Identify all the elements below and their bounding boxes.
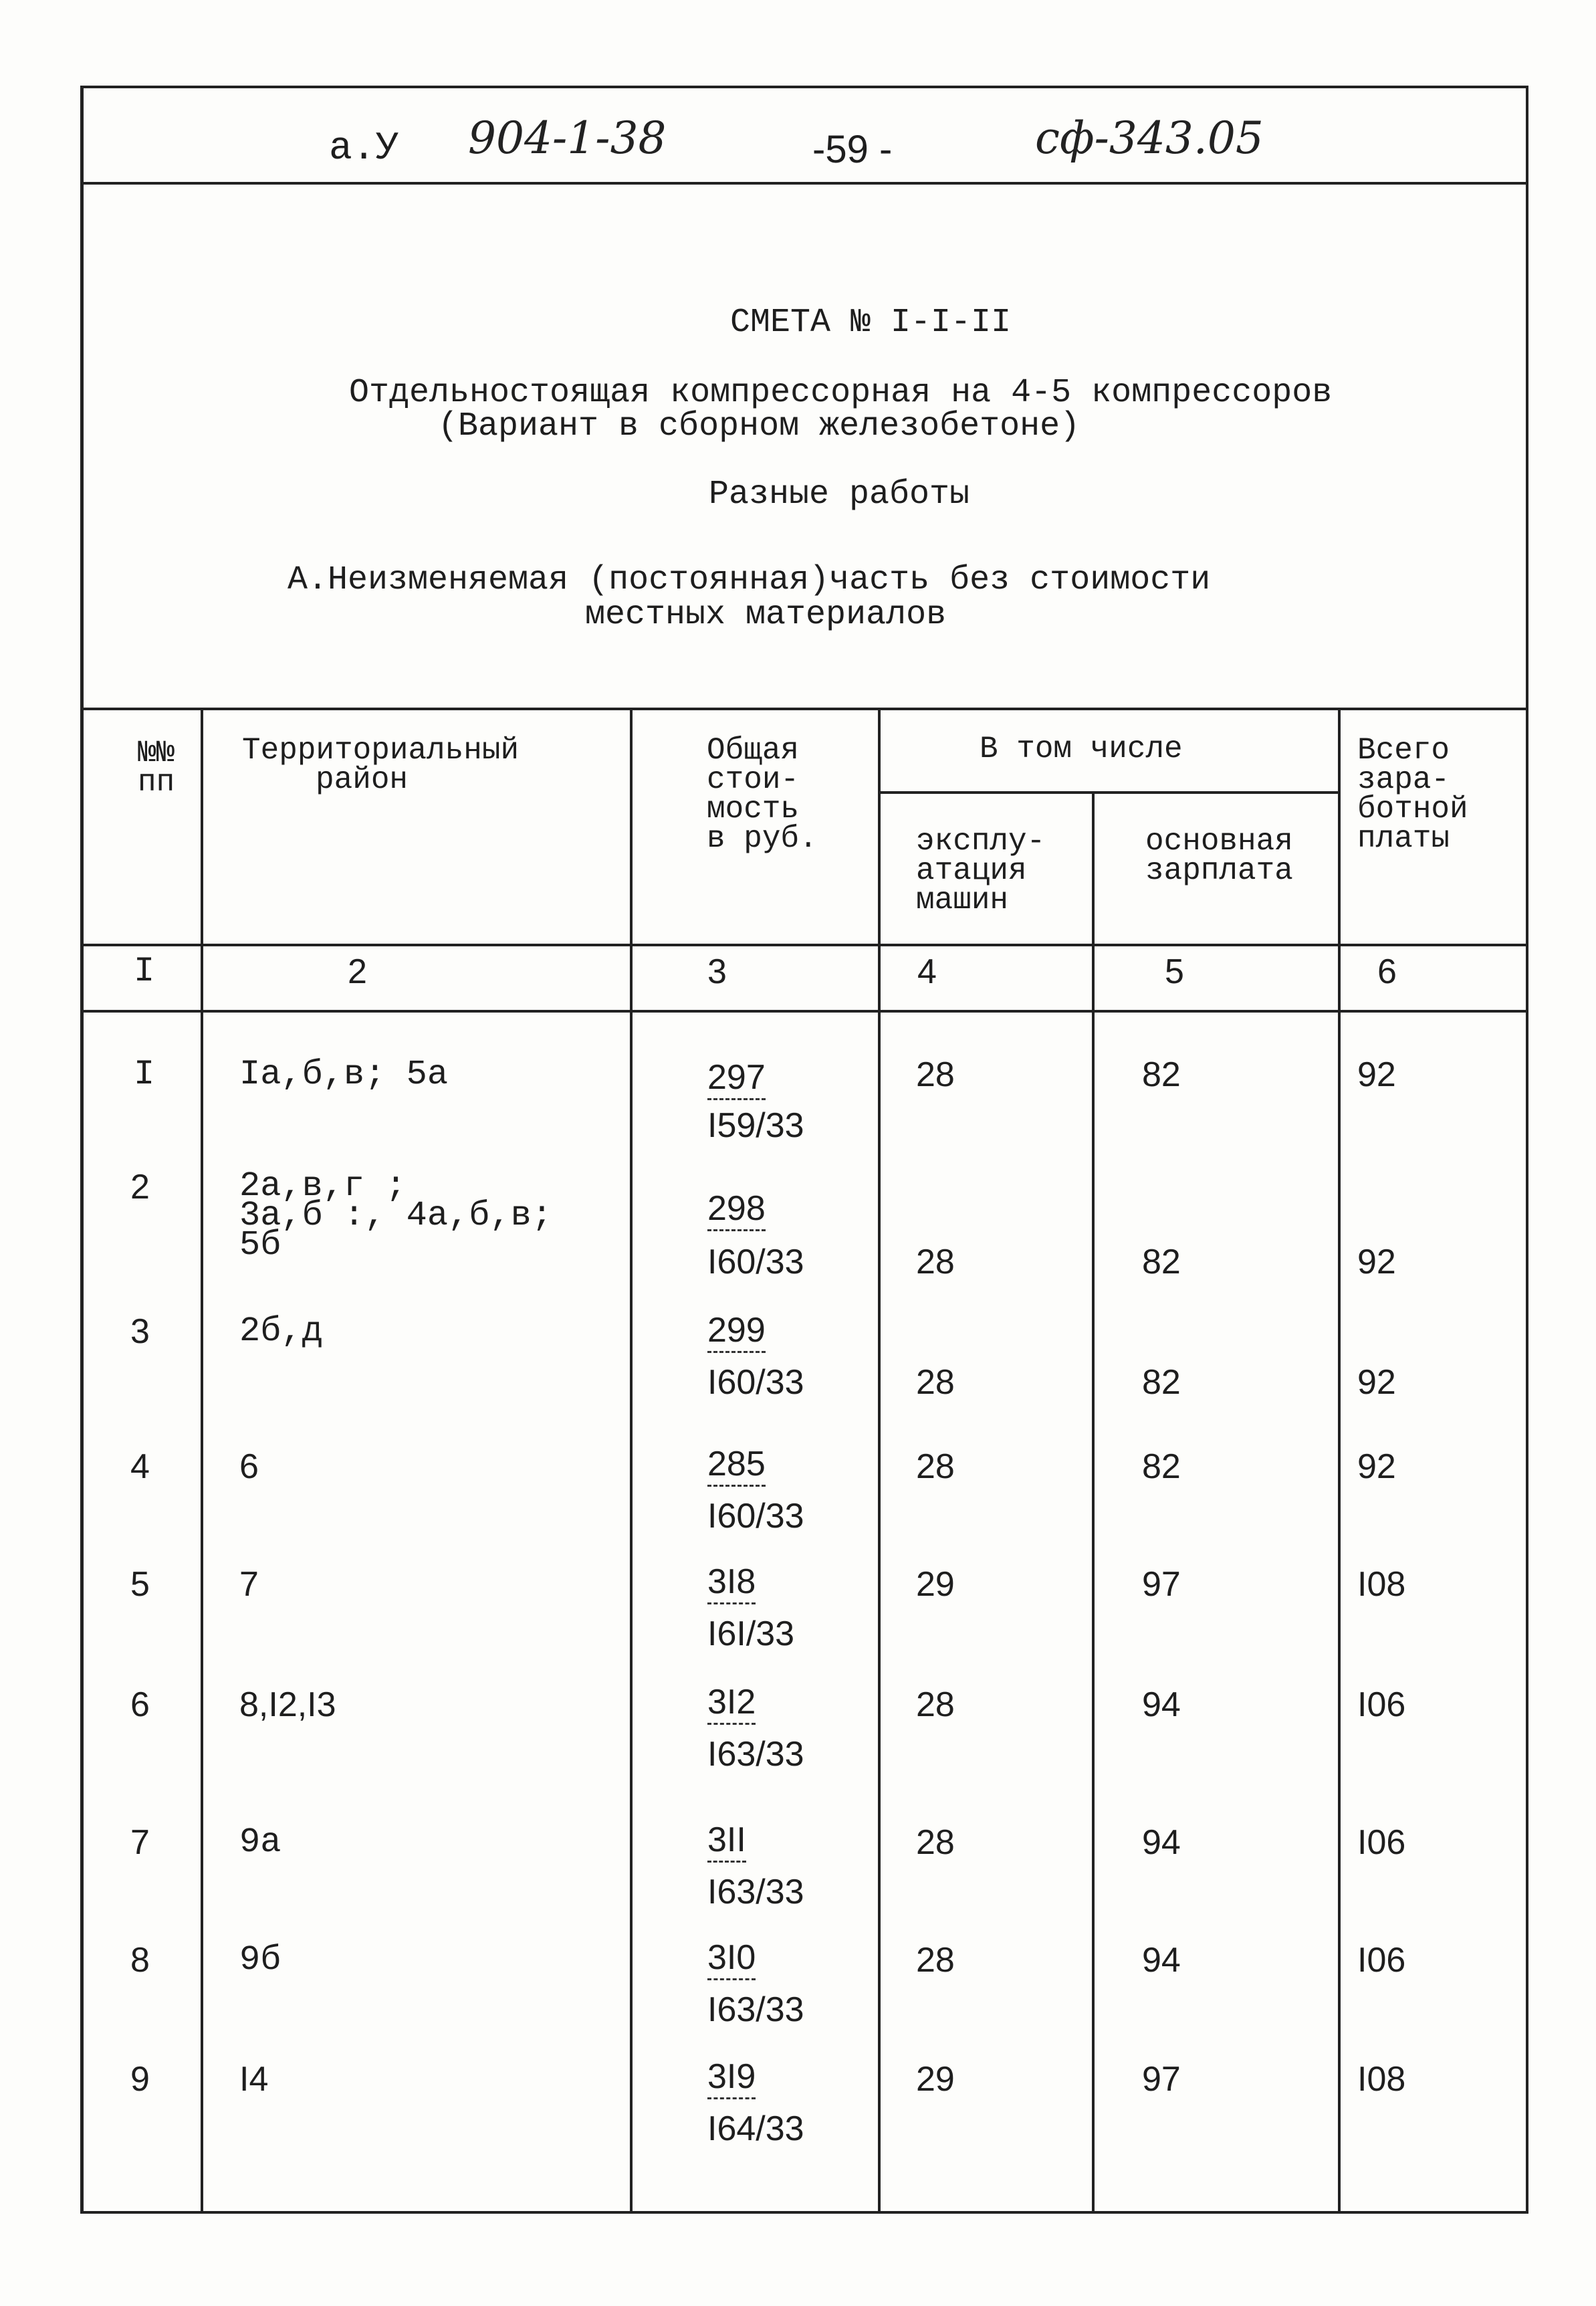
col-number-bottom-border bbox=[80, 1010, 1528, 1013]
sheet-code: сф-343.05 bbox=[1035, 112, 1264, 164]
table-row-6-region: 8,I2,I3 bbox=[239, 1685, 336, 1724]
col4-line3: машин bbox=[916, 883, 1009, 918]
table-row-9-region: I4 bbox=[239, 2060, 269, 2099]
table-row-5-region: 7 bbox=[239, 1565, 259, 1604]
col6-line4: платы bbox=[1357, 821, 1450, 856]
col2-line2: район bbox=[316, 762, 409, 797]
table-row-2-machines: 28 bbox=[916, 1243, 955, 1281]
table-row-9-num: 9 bbox=[130, 2060, 150, 2099]
table-row-1-total-sub: I59/33 bbox=[707, 1106, 804, 1145]
table-row-5-all-salary: I08 bbox=[1357, 1565, 1406, 1604]
table-row-6-all-salary: I06 bbox=[1357, 1685, 1406, 1724]
col-header-machines bbox=[916, 824, 1046, 918]
header-divider bbox=[80, 182, 1528, 185]
table-row-5-machines: 29 bbox=[916, 1565, 955, 1604]
table-row-4-region: 6 bbox=[239, 1447, 259, 1486]
table-row-2-all-salary: 92 bbox=[1357, 1243, 1396, 1281]
col1-line1: №№ bbox=[138, 736, 175, 770]
table-row-1-salary: 82 bbox=[1142, 1055, 1181, 1094]
col5-line1: основная bbox=[1145, 824, 1293, 859]
table-row-4-num: 4 bbox=[130, 1447, 150, 1486]
col2-line1: Территориальный bbox=[242, 733, 520, 768]
table-row-4-total: 285 bbox=[707, 1445, 766, 1487]
col-number-6: 6 bbox=[1377, 952, 1397, 991]
section-title: Разные работы bbox=[709, 476, 970, 514]
table-row-7-total: 3II bbox=[707, 1820, 746, 1863]
table-row-2-total: 298 bbox=[707, 1189, 766, 1231]
col-header-region bbox=[242, 733, 520, 797]
table-row-6-num: 6 bbox=[130, 1685, 150, 1724]
col-header-all-salary bbox=[1357, 733, 1468, 856]
col-number-2: 2 bbox=[348, 952, 367, 991]
col-divider-2 bbox=[630, 708, 633, 2214]
col3-line2: стои- bbox=[707, 762, 800, 797]
table-row-3-all-salary: 92 bbox=[1357, 1363, 1396, 1402]
table-row-3-total: 299 bbox=[707, 1311, 766, 1353]
col-divider-4 bbox=[1092, 791, 1095, 2214]
table-row-2-salary: 82 bbox=[1142, 1243, 1181, 1281]
table-row-3-region: 2б,д bbox=[239, 1312, 323, 1351]
table-row-9-total: 3I9 bbox=[707, 2057, 756, 2099]
col-divider-5 bbox=[1338, 708, 1341, 2214]
table-row-5-total-sub: I6I/33 bbox=[707, 1614, 795, 1653]
table-row-8-region: 9б bbox=[239, 1940, 281, 1980]
table-row-8-num: 8 bbox=[130, 1941, 150, 1980]
col-number-5: 5 bbox=[1165, 952, 1184, 991]
col6-line2: зара- bbox=[1357, 762, 1450, 797]
header-bottom-border bbox=[80, 944, 1528, 946]
table-row-3-num: 3 bbox=[130, 1312, 150, 1351]
table-row-5-num: 5 bbox=[130, 1565, 150, 1604]
object-name-line1: Отдельностоящая компрессорная на 4-5 компрессоров bbox=[349, 374, 1333, 412]
col3-line4: в руб. bbox=[707, 821, 818, 856]
col-number-1: I bbox=[134, 952, 155, 991]
table-row-8-machines: 28 bbox=[916, 1941, 955, 1980]
page-number: -59 - bbox=[812, 128, 893, 171]
col4-line2: атация bbox=[916, 853, 1027, 888]
col3-line3: мость bbox=[707, 792, 800, 827]
col-header-total bbox=[707, 733, 818, 856]
table-row-6-machines: 28 bbox=[916, 1685, 955, 1724]
table-row-4-machines: 28 bbox=[916, 1447, 955, 1486]
table-row-7-total-sub: I63/33 bbox=[707, 1873, 804, 1911]
table-row-7-region: 9а bbox=[239, 1822, 281, 1862]
col-number-3: 3 bbox=[707, 952, 727, 991]
table-row-1-machines: 28 bbox=[916, 1055, 955, 1094]
table-row-7-all-salary: I06 bbox=[1357, 1823, 1406, 1862]
col-divider-3 bbox=[878, 708, 881, 2214]
table-row-2-num: 2 bbox=[130, 1168, 150, 1207]
col1-line2: пп bbox=[138, 765, 175, 800]
table-row-6-total-sub: I63/33 bbox=[707, 1735, 804, 1774]
part-title-line2: местных материалов bbox=[585, 596, 947, 634]
col3-line1: Общая bbox=[707, 733, 800, 768]
group-divider bbox=[878, 791, 1339, 794]
table-row-4-total-sub: I60/33 bbox=[707, 1497, 804, 1536]
table-row-1-region: Iа,б,в; 5а bbox=[239, 1055, 449, 1094]
col-number-4: 4 bbox=[917, 952, 937, 991]
table-row-5-total: 3I8 bbox=[707, 1562, 756, 1604]
table-row-5-salary: 97 bbox=[1142, 1565, 1181, 1604]
project-code: 904-1-38 bbox=[468, 112, 667, 164]
table-row-3-salary: 82 bbox=[1142, 1363, 1181, 1402]
col6-line3: ботной bbox=[1357, 792, 1468, 827]
table-row-9-machines: 29 bbox=[916, 2060, 955, 2099]
col-divider-1 bbox=[201, 708, 203, 2214]
table-row-6-total: 3I2 bbox=[707, 1683, 756, 1725]
smeta-title: СМЕТА № I-I-II bbox=[730, 304, 1012, 342]
header-prefix: а.У bbox=[329, 127, 399, 171]
table-row-8-total: 3I0 bbox=[707, 1938, 756, 1980]
table-row-1-num: I bbox=[134, 1055, 155, 1094]
table-row-2-region-line3: 5б bbox=[239, 1225, 281, 1265]
table-row-7-machines: 28 bbox=[916, 1823, 955, 1862]
table-row-1-all-salary: 92 bbox=[1357, 1055, 1396, 1094]
table-row-4-all-salary: 92 bbox=[1357, 1447, 1396, 1486]
col4-line1: эксплу- bbox=[916, 824, 1046, 859]
part-title-line1: А.Неизменяемая (постоянная)часть без стоимости bbox=[288, 561, 1211, 599]
table-top-border bbox=[80, 708, 1528, 710]
table-row-8-all-salary: I06 bbox=[1357, 1941, 1406, 1980]
col-header-group: В том числе bbox=[980, 732, 1183, 766]
table-row-7-num: 7 bbox=[130, 1823, 150, 1862]
col5-line2: зарплата bbox=[1145, 853, 1293, 888]
table-row-3-total-sub: I60/33 bbox=[707, 1363, 804, 1402]
table-row-2-region-line2: 3а,б :, 4а,б,в; bbox=[239, 1196, 553, 1235]
table-row-9-total-sub: I64/33 bbox=[707, 2109, 804, 2148]
table-row-7-salary: 94 bbox=[1142, 1823, 1181, 1862]
table-row-2-total-sub: I60/33 bbox=[707, 1243, 804, 1281]
table-row-4-salary: 82 bbox=[1142, 1447, 1181, 1486]
col6-line1: Всего bbox=[1357, 733, 1450, 768]
object-name-line2: (Вариант в сборном железобетоне) bbox=[438, 407, 1080, 445]
col-header-salary bbox=[1145, 824, 1293, 888]
col-header-number bbox=[138, 736, 175, 800]
table-row-3-machines: 28 bbox=[916, 1363, 955, 1402]
table-row-8-total-sub: I63/33 bbox=[707, 1990, 804, 2029]
table-row-1-total: 297 bbox=[707, 1058, 766, 1100]
table-row-2-region: 2а,в,г ; bbox=[239, 1166, 407, 1206]
table-row-9-all-salary: I08 bbox=[1357, 2060, 1406, 2099]
table-row-8-salary: 94 bbox=[1142, 1941, 1181, 1980]
table-row-9-salary: 97 bbox=[1142, 2060, 1181, 2099]
table-row-6-salary: 94 bbox=[1142, 1685, 1181, 1724]
